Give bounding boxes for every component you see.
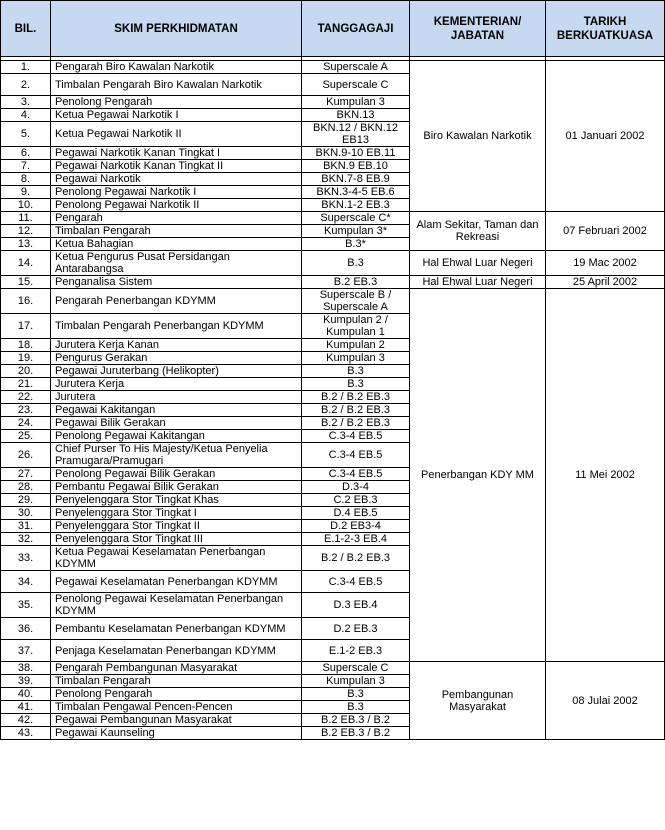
row-bil: 36. (1, 618, 51, 640)
row-skim: Timbalan Pengarah Penerbangan KDYMM (51, 314, 302, 339)
row-skim: Pegawai Kaunseling (51, 727, 302, 740)
row-skim: Ketua Pegawai Narkotik II (51, 122, 302, 147)
row-bil: 1. (1, 61, 51, 74)
row-skim: Pengurus Gerakan (51, 352, 302, 365)
row-bil: 12. (1, 225, 51, 238)
row-tanggagaji: Kumpulan 2 / Kumpulan 1 (302, 314, 410, 339)
row-bil: 7. (1, 160, 51, 173)
row-skim: Timbalan Pengarah (51, 225, 302, 238)
row-tanggagaji: D.2 EB3-4 (302, 520, 410, 533)
row-bil: 25. (1, 430, 51, 443)
row-skim: Pegawai Narkotik Kanan Tingkat II (51, 160, 302, 173)
row-skim: Pegawai Narkotik (51, 173, 302, 186)
row-tanggagaji: BKN.9 EB.10 (302, 160, 410, 173)
row-bil: 19. (1, 352, 51, 365)
row-bil: 11. (1, 212, 51, 225)
row-skim: Penolong Pengarah (51, 96, 302, 109)
row-skim: Penyelenggara Stor Tingkat I (51, 507, 302, 520)
row-bil: 9. (1, 186, 51, 199)
header-skim: SKIM PERKHIDMATAN (51, 1, 302, 57)
table-row (1, 276, 665, 289)
row-bil: 22. (1, 391, 51, 404)
row-tanggagaji: Kumpulan 3 (302, 96, 410, 109)
row-tanggagaji: Superscale C (302, 662, 410, 675)
row-bil: 29. (1, 494, 51, 507)
row-skim: Penolong Pengarah (51, 688, 302, 701)
group-tarikh: 07 Februari 2002 (546, 212, 665, 251)
group-kementerian: Penerbangan KDY MM (410, 289, 546, 662)
row-bil: 4. (1, 109, 51, 122)
table-header (1, 1, 665, 57)
row-bil: 24. (1, 417, 51, 430)
row-bil: 33. (1, 546, 51, 571)
row-tanggagaji: BKN.13 (302, 109, 410, 122)
row-tanggagaji: D.2 EB.3 (302, 618, 410, 640)
row-bil: 27. (1, 468, 51, 481)
group-kementerian: Alam Sekitar, Taman dan Rekreasi (410, 212, 546, 251)
row-skim: Pegawai Bilik Gerakan (51, 417, 302, 430)
row-skim: Penyelenggara Stor Tingkat III (51, 533, 302, 546)
row-skim: Penolong Pegawai Bilik Gerakan (51, 468, 302, 481)
row-tanggagaji: D.3 EB.4 (302, 593, 410, 618)
row-tanggagaji: B.3 (302, 701, 410, 714)
row-tanggagaji: B.2 EB.3 / B.2 (302, 714, 410, 727)
row-tanggagaji: B.2 / B.2 EB.3 (302, 417, 410, 430)
row-tanggagaji: Superscale C* (302, 212, 410, 225)
row-skim: Penolong Pegawai Keselamatan Penerbangan KDYMM (51, 593, 302, 618)
row-bil: 3. (1, 96, 51, 109)
row-tanggagaji: Kumpulan 2 (302, 339, 410, 352)
row-skim: Pengarah Pembangunan Masyarakat (51, 662, 302, 675)
row-skim: Pengarah Biro Kawalan Narkotik (51, 61, 302, 74)
group-kementerian: Pembangunan Masyarakat (410, 662, 546, 740)
row-bil: 38. (1, 662, 51, 675)
row-tanggagaji: B.3* (302, 238, 410, 251)
row-bil: 26. (1, 443, 51, 468)
row-bil: 10. (1, 199, 51, 212)
row-bil: 42. (1, 714, 51, 727)
row-skim: Ketua Pengurus Pusat Persidangan Antarabangsa (51, 251, 302, 276)
row-tanggagaji: C.2 EB.3 (302, 494, 410, 507)
row-bil: 30. (1, 507, 51, 520)
row-skim: Pegawai Keselamatan Penerbangan KDYMM (51, 571, 302, 593)
row-bil: 23. (1, 404, 51, 417)
row-skim: Pengarah (51, 212, 302, 225)
row-tanggagaji: B.3 (302, 365, 410, 378)
group-tarikh: 11 Mei 2002 (546, 289, 665, 662)
row-tanggagaji: C.3-4 EB.5 (302, 571, 410, 593)
row-tanggagaji: BKN.1-2 EB.3 (302, 199, 410, 212)
row-bil: 43. (1, 727, 51, 740)
row-bil: 8. (1, 173, 51, 186)
row-bil: 31. (1, 520, 51, 533)
row-skim: Penjaga Keselamatan Penerbangan KDYMM (51, 640, 302, 662)
row-tanggagaji: C.3-4 EB.5 (302, 443, 410, 468)
table-row (1, 251, 665, 276)
row-skim: Ketua Pegawai Narkotik I (51, 109, 302, 122)
row-bil: 35. (1, 593, 51, 618)
row-bil: 34. (1, 571, 51, 593)
row-tanggagaji: B.2 EB.3 (302, 276, 410, 289)
row-skim: Pegawai Narkotik Kanan Tingkat I (51, 147, 302, 160)
row-tanggagaji: Superscale B / Superscale A (302, 289, 410, 314)
row-tanggagaji: D.3-4 (302, 481, 410, 494)
row-tanggagaji: C.3-4 EB.5 (302, 468, 410, 481)
row-skim: Timbalan Pengarah (51, 675, 302, 688)
group-tarikh: 01 Januari 2002 (546, 61, 665, 212)
row-tanggagaji: B.2 / B.2 EB.3 (302, 391, 410, 404)
row-bil: 18. (1, 339, 51, 352)
header-tarikh: TARIKH BERKUATKUASA (546, 1, 665, 57)
group-kementerian: Hal Ehwal Luar Negeri (410, 251, 546, 276)
row-skim: Timbalan Pengarah Biro Kawalan Narkotik (51, 74, 302, 96)
table-row (1, 662, 665, 675)
row-skim: Ketua Pegawai Keselamatan Penerbangan KDYMM (51, 546, 302, 571)
row-skim: Penolong Pegawai Narkotik II (51, 199, 302, 212)
table-row (1, 61, 665, 74)
row-bil: 28. (1, 481, 51, 494)
row-tanggagaji: Superscale C (302, 74, 410, 96)
row-bil: 41. (1, 701, 51, 714)
row-skim: Penolong Pegawai Narkotik I (51, 186, 302, 199)
row-bil: 14. (1, 251, 51, 276)
row-skim: Pembantu Keselamatan Penerbangan KDYMM (51, 618, 302, 640)
row-skim: Pegawai Pembangunan Masyarakat (51, 714, 302, 727)
row-tanggagaji: Superscale A (302, 61, 410, 74)
row-tanggagaji: C.3-4 EB.5 (302, 430, 410, 443)
header-bil: BIL. (1, 1, 51, 57)
row-skim: Timbalan Pengawal Pencen-Pencen (51, 701, 302, 714)
row-bil: 6. (1, 147, 51, 160)
row-skim: Jurutera Kerja Kanan (51, 339, 302, 352)
row-skim: Chief Purser To His Majesty/Ketua Penyelia Pramugara/Pramugari (51, 443, 302, 468)
row-skim: Penganalisa Sistem (51, 276, 302, 289)
row-tanggagaji: BKN.7-8 EB.9 (302, 173, 410, 186)
row-bil: 15. (1, 276, 51, 289)
row-bil: 13. (1, 238, 51, 251)
row-tanggagaji: D.4 EB.5 (302, 507, 410, 520)
row-tanggagaji: Kumpulan 3 (302, 675, 410, 688)
group-tarikh: 25 April 2002 (546, 276, 665, 289)
row-tanggagaji: E.1-2 EB.3 (302, 640, 410, 662)
row-tanggagaji: Kumpulan 3* (302, 225, 410, 238)
row-bil: 40. (1, 688, 51, 701)
row-tanggagaji: BKN.3-4-5 EB.6 (302, 186, 410, 199)
row-tanggagaji: B.3 (302, 251, 410, 276)
row-skim: Pengarah Penerbangan KDYMM (51, 289, 302, 314)
row-tanggagaji: B.2 / B.2 EB.3 (302, 404, 410, 417)
row-bil: 21. (1, 378, 51, 391)
row-bil: 5. (1, 122, 51, 147)
row-tanggagaji: B.3 (302, 688, 410, 701)
table-row (1, 212, 665, 225)
row-tanggagaji: BKN.12 / BKN.12 EB13 (302, 122, 410, 147)
row-tanggagaji: BKN.9-10 EB.11 (302, 147, 410, 160)
row-bil: 32. (1, 533, 51, 546)
row-skim: Jurutera Kerja (51, 378, 302, 391)
table-row (1, 289, 665, 314)
group-kementerian: Biro Kawalan Narkotik (410, 61, 546, 212)
row-tanggagaji: B.2 EB.3 / B.2 (302, 727, 410, 740)
row-bil: 17. (1, 314, 51, 339)
row-bil: 37. (1, 640, 51, 662)
row-skim: Penolong Pegawai Kakitangan (51, 430, 302, 443)
group-tarikh: 08 Julai 2002 (546, 662, 665, 740)
row-skim: Jurutera (51, 391, 302, 404)
row-bil: 2. (1, 74, 51, 96)
row-skim: Pembantu Pegawai Bilik Gerakan (51, 481, 302, 494)
row-skim: Penyelenggara Stor Tingkat II (51, 520, 302, 533)
row-tanggagaji: B.2 / B.2 EB.3 (302, 546, 410, 571)
row-tanggagaji: B.3 (302, 378, 410, 391)
row-bil: 39. (1, 675, 51, 688)
row-bil: 16. (1, 289, 51, 314)
row-skim: Ketua Bahagian (51, 238, 302, 251)
row-skim: Pegawai Juruterbang (Helikopter) (51, 365, 302, 378)
table-body (1, 57, 665, 740)
header-kementerian: KEMENTERIAN/ JABATAN (410, 1, 546, 57)
row-tanggagaji: Kumpulan 3 (302, 352, 410, 365)
row-skim: Penyelenggara Stor Tingkat Khas (51, 494, 302, 507)
header-tanggagaji: TANGGAGAJI (302, 1, 410, 57)
header-row (1, 1, 665, 57)
row-bil: 20. (1, 365, 51, 378)
row-tanggagaji: E.1-2-3 EB.4 (302, 533, 410, 546)
group-tarikh: 19 Mac 2002 (546, 251, 665, 276)
row-skim: Pegawai Kakitangan (51, 404, 302, 417)
group-kementerian: Hal Ehwal Luar Negeri (410, 276, 546, 289)
